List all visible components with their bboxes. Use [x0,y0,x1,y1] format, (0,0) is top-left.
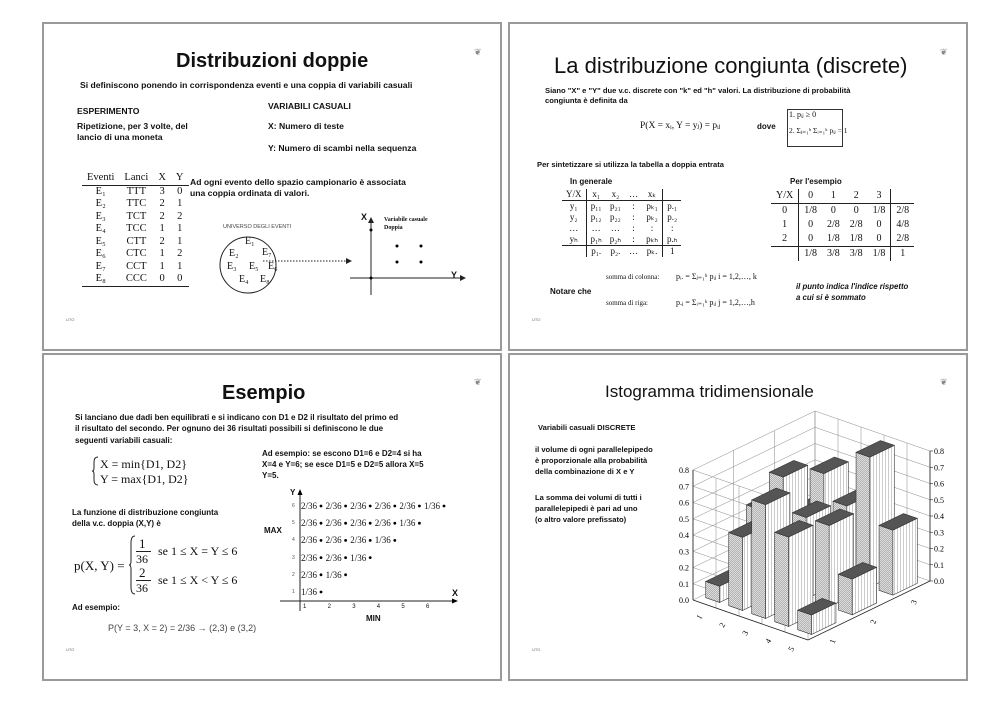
esperimento-heading: ESPERIMENTO [77,106,140,116]
funzione-line-1: La funzione di distribuzione congiunta [72,508,219,517]
notare-che: Notare che [550,287,592,296]
example-table-cell: 0 [782,205,788,216]
x-category-label: 4 [763,637,774,645]
somma-line-3: (o altro valore prefissato) [535,515,627,524]
example-table-cell: 3/8 [822,247,845,262]
z-tick-left: 0.7 [679,482,689,492]
general-table-cell: pₖ. [642,246,662,258]
general-table-cell: : [663,223,682,234]
general-table-cell: p₁₂ [586,212,606,223]
table-cell: E₈ [82,273,119,286]
example-table-cell: 0 [799,218,822,232]
example-table-cell: Y/X [771,189,799,204]
somma-line-2: parallelepipedi è pari ad uno [535,504,638,513]
table-cell: E₃ [95,210,106,222]
event-e3: E₃ [227,261,237,272]
z-tick-right: 0.6 [934,479,944,489]
dice-probability-label: 1/36 [325,569,342,580]
table-cell: TCC [126,223,147,234]
slide3-corner-mark-icon: ❦ [474,377,482,387]
dice-x-tick: 2 [327,604,331,610]
dove-label: dove [757,122,776,131]
slide2-intro-line-2: congiunta è definita da [545,96,628,105]
dice-probability-label: 2/36 [301,569,318,580]
z-tick-left: 0.3 [679,547,689,557]
general-table-cell: : [632,223,635,233]
dice-probability-label: 1/36 [350,552,367,563]
table-cell: E₅ [95,235,106,247]
z-tick-right: 0.2 [934,544,944,554]
somma-riga-label: somma di riga: [606,299,648,307]
dice-probability-label: 2/36 [301,518,318,529]
dice-probability-label: 2/36 [325,501,342,511]
example-table-cell: 1/8 [827,233,840,244]
table-cell: 2 [159,235,165,247]
bar-side-face [729,533,743,611]
somma-riga-formula: p.ⱼ = Σᵢ₌₁ᵏ pᵢⱼ j = 1,2,…,h [676,298,755,307]
dice-probability-label: 1/36 [399,518,416,529]
var-x-text: X: Numero di teste [268,121,344,131]
example-table-cell: 3/8 [845,247,868,262]
var-label-line-2: Doppia [384,225,403,231]
dice-x-tick: 3 [352,604,356,610]
table-cell: 0 [153,273,171,286]
example-label: Per l'esempio [790,177,842,186]
case-2-den: 36 [136,581,148,595]
general-table-cell: p.ₕ [663,234,682,246]
case-1-den: 36 [136,552,148,566]
bar-side-face [752,500,766,619]
x-category-label: 5 [786,645,797,653]
general-table-cell: Y/X [562,189,586,201]
pxy-label: p(X, Y) = [74,558,125,573]
general-table-cell: yₕ [569,234,578,244]
dice-probability-label: 2/36 [325,535,342,546]
example-table-cell: 1 [891,247,914,262]
axis-x-label: X [361,212,368,222]
general-table-cell: … [586,223,606,234]
universe-label: UNIVERSO DEGLI EVENTI [223,224,292,230]
ad-esempio-label: Ad esempio: [72,603,121,612]
table-cell: TCT [126,210,147,222]
x-category-label: 1 [694,613,705,621]
dice-probability-label: 2/36 [374,501,391,511]
example-table-cell: 2/8 [891,204,914,219]
z-tick-right: 0.8 [934,447,944,456]
system-line-y: Y = max{D1, D2} [100,472,189,486]
volume-line-1: il volume di ogni parallelepipedo [535,445,653,454]
example-table-cell: 1/8 [849,233,863,244]
note-line-2: a cui si è sommato [796,293,866,302]
general-table-cell: y₁ [569,201,578,211]
case-2-num: 2 [139,565,146,580]
event-e4: E₄ [239,274,249,285]
z-tick-left: 0.4 [679,531,689,540]
general-table-cell: p₁ₕ [586,234,606,246]
general-table-cell: : [632,201,635,211]
slide1-title: Distribuzioni doppie [176,50,369,72]
dice-probability-label: 2/36 [350,518,367,529]
dice-y-tick: 6 [292,503,295,509]
case-1-condition: se 1 ≤ X = Y ≤ 6 [158,544,238,558]
case-1-num: 1 [139,536,146,551]
dice-probability-label: 1/36 [374,535,391,546]
slide3-example-line-1: Ad esempio: se escono D1=6 e D2=4 si ha [262,449,422,458]
table-cell: 2 [159,198,165,209]
example-table-cell: 4/8 [891,218,914,232]
dice-probability-label: 2/36 [350,501,367,511]
condition-2: 2. Σⱼ₌₁ʰ Σᵢ₌₁ᵏ pᵢⱼ = 1 [789,126,848,135]
z-tick-left: 0.1 [679,579,689,589]
y-category-label: 1 [827,638,838,645]
slide3-example-line-3: Y=5. [262,471,279,480]
z-tick-right: 0.7 [934,463,944,473]
general-table-cell: pₖ₁ [646,201,658,211]
slide1-corner-mark-icon: ❦ [474,47,482,57]
assoc-line-1: Ad ogni evento dello spazio campionario è associata [190,177,406,187]
example-table-cell: 1/8 [872,205,886,216]
slide1-footer: UTO [66,317,75,322]
table-cell: E₄ [95,223,106,234]
bar-side-face [775,532,789,626]
slide4-footer: UTO [532,647,541,652]
general-table-cell: p₂₁ [610,201,621,211]
example-table-cell: 0 [876,219,882,230]
z-tick-right: 0.1 [934,560,944,570]
dice-y-tick: 3 [292,554,295,561]
dice-y-tick: 4 [292,537,295,544]
general-table-cell: 1 [663,246,682,258]
table-cell: 3 [159,185,165,197]
x-category-label: 2 [717,621,728,629]
table-cell: 1 [177,260,183,272]
slide3-intro-line-3: seguenti variabili casuali: [75,436,173,445]
general-table-cell: p.₂ [663,212,682,223]
general-table-cell: … [569,223,579,233]
bar-side-face [879,525,893,595]
general-table-cell: p₂ₕ [609,234,622,244]
example-table-cell: 2/8 [849,219,863,230]
example-formula: P(Y = 3, X = 2) = 2/36 → (2,3) e (3,2) [108,623,257,633]
dice-x-tick: 4 [376,604,381,610]
z-tick-right: 0.4 [934,512,944,521]
somma-line-1: La somma dei volumi di tutti i [535,493,642,502]
discrete-label: Variabili casuali DISCRETE [538,423,636,432]
table-cell: CTT [126,235,147,247]
event-e6: E₆ [268,261,278,272]
example-table-cell: 1/8 [799,204,822,219]
table-cell: 1 [159,223,165,234]
dice-y-tick: 1 [292,589,295,595]
slide4-title: Istogramma tridimensionale [605,382,814,401]
y-category-label: 3 [909,598,919,606]
general-table-cell: pₖ₂ [646,212,658,222]
table-cell: E₂ [95,198,106,209]
funzione-line-2: della v.c. doppia (X,Y) è [72,519,161,528]
event-e1: E₁ [245,236,255,247]
table-cell: E₇ [95,260,106,272]
esperimento-line-1: Ripetizione, per 3 volte, del [77,121,188,131]
example-table-cell: 2 [845,189,868,204]
somma-colonna-label: somma di colonna: [606,273,660,281]
slide3-intro-line-2: il risultato del secondo. Per ognuno dei 36 risultati possibili si definiscono le due [75,424,384,433]
example-table-cell: 2/8 [891,232,914,247]
example-table-cell: 2 [782,233,788,244]
bar-front-face [893,518,917,595]
general-table-cell: … [625,189,642,201]
volume-line-3: della combinazione di X e Y [535,467,635,476]
general-table-cell: … [625,246,642,258]
dice-x-tick: 5 [401,604,405,610]
table-cell: 2 [159,210,165,222]
event-e7: E₇ [262,247,272,258]
table-cell: TTC [126,198,147,209]
table-cell: 1 [159,260,165,272]
volume-line-2: è proporzionale alla probabilità [535,456,648,465]
table-cell: 0 [177,185,183,197]
slide4-corner-mark-icon: ❦ [940,377,948,387]
general-table-cell: … [610,223,620,233]
dice-probability-label: 2/36 [325,552,342,563]
general-table-cell: xₖ [642,189,662,201]
general-table-cell: x₁ [586,189,606,201]
dice-probability-label: 2/36 [374,518,391,529]
z-tick-left: 0.0 [679,596,689,605]
z-tick-left: 0.2 [679,563,689,573]
table-cell: E₁ [95,185,106,197]
example-table-cell: 1/8 [799,247,822,262]
dice-probability-label: 1/36 [301,587,318,597]
example-table-cell: 0 [876,233,882,244]
variabili-heading: VARIABILI CASUALI [268,101,351,111]
table-cell: 1 [177,198,183,209]
column-header: Y [171,172,189,185]
example-table-cell: 1/8 [868,247,891,262]
table-cell: 1 [177,223,183,234]
table-cell: 1 [177,235,183,247]
example-table-cell: 3 [868,189,891,204]
general-label: In generale [570,177,613,186]
slide2-footer: UTO [532,317,541,322]
example-table-cell: 0 [799,232,822,247]
assoc-line-2: una coppia ordinata di valori. [190,188,310,198]
z-tick-left: 0.5 [679,514,689,524]
example-table-cell: 1 [822,189,845,204]
z-tick-left: 0.6 [679,498,689,508]
dice-probability-label: 2/36 [350,535,367,546]
table-cell: 2 [177,248,183,259]
z-tick-right: 0.0 [934,577,944,586]
table-cell: TTT [126,185,146,197]
event-e5: E₅ [249,261,259,272]
table-cell: CCC [119,273,153,286]
general-table-cell: p₂₂ [610,212,621,222]
bar-side-face [815,521,829,607]
esperimento-line-2: lancio di una moneta [77,132,163,142]
example-table-cell: 0 [799,189,822,204]
general-table-cell: p₁. [586,246,606,258]
dice-probability-label: 2/36 [325,518,342,529]
dice-axis-x-label: X [452,588,459,598]
joint-formula: P(X = xᵢ, Y = yⱼ) = pᵢⱼ [640,121,721,131]
slide3-footer: UTO [66,647,75,652]
general-table-cell: : [632,212,635,222]
dice-min-label: MIN [366,614,381,623]
event-e8: E₈ [260,274,270,285]
table-cell: E₆ [95,248,106,259]
slide3-title: Esempio [222,382,306,404]
note-line-1: il punto indica l'indice rispetto [796,282,909,291]
condition-1: 1. pᵢⱼ ≥ 0 [789,110,817,119]
table-cell: 1 [159,248,165,259]
dice-y-tick: 2 [292,571,295,578]
general-table-cell: : [632,234,635,244]
somma-colonna-formula: pᵢ. = Σⱼ₌₁ʰ pᵢⱼ i = 1,2,…, k [676,272,757,281]
slide2-title: La distribuzione congiunta (discrete) [554,53,908,78]
axis-y-label: Y [451,270,458,280]
general-table-cell: y₂ [569,212,578,222]
slide3-example-line-2: X=4 e Y=6; se esce D1=5 e D2=5 allora X=5 [262,460,424,469]
system-line-x: X = min{D1, D2} [100,457,187,471]
dice-probability-label: 2/36 [301,552,318,563]
dice-x-tick: 6 [426,604,430,610]
case-2-condition: se 1 ≤ X < Y ≤ 6 [158,573,238,587]
general-table-cell: p.₁ [663,201,682,213]
sintetizzare-text: Per sintetizzare si utilizza la tabella a doppia entrata [537,160,724,169]
column-header: X [153,172,171,185]
general-table-cell: : [650,223,654,233]
slide1-subtitle: Si definiscono ponendo in corrispondenza eventi e una coppia di variabili casuali [80,80,413,90]
general-table-cell: p₂. [606,246,625,258]
example-table-cell: 1 [782,219,788,230]
slide2-intro-line-1: Siano "X" e "Y" due v.c. discrete con "k" ed "h" valori. La distribuzione di probabilità [545,86,851,95]
table-cell: CTC [126,248,147,259]
table-cell: CCT [126,260,147,272]
slide2-corner-mark-icon: ❦ [940,47,948,57]
slide3-intro-line-1: Si lanciano due dadi ben equilibrati e si indicano con D1 e D2 il risultato del primo ed [75,413,399,422]
z-tick-right: 0.5 [934,495,944,505]
dice-probability-label: 2/36 [301,501,318,511]
z-tick-left: 0.8 [679,466,689,475]
x-category-label: 3 [740,629,751,637]
var-y-text: Y: Numero di scambi nella sequenza [268,143,417,153]
y-category-label: 2 [868,618,879,626]
dice-probability-label: 1/36 [424,501,441,511]
dice-probability-label: 2/36 [399,501,416,511]
column-header: Eventi [82,172,119,185]
example-table-cell: 2/8 [827,219,840,230]
general-table-cell: p₁₁ [586,201,606,213]
event-e2: E₂ [229,248,239,259]
var-label-line-1: Variabile casuale [384,217,428,223]
dice-y-tick: 5 [292,520,295,527]
example-table-cell: 0 [830,205,836,216]
bar-side-face [838,574,852,615]
table-cell: 0 [171,273,189,286]
dice-max-label: MAX [264,526,282,535]
dice-axis-y-label: Y [290,488,296,497]
dice-probability-label: 2/36 [301,535,318,546]
table-cell: 2 [177,210,183,222]
general-table-cell: x₂ [606,189,625,201]
dice-x-tick: 1 [303,604,307,610]
column-header: Lanci [119,172,153,185]
z-tick-right: 0.3 [934,528,944,538]
example-table-cell: 0 [853,205,859,216]
general-table-cell: pₖₕ [646,234,659,244]
